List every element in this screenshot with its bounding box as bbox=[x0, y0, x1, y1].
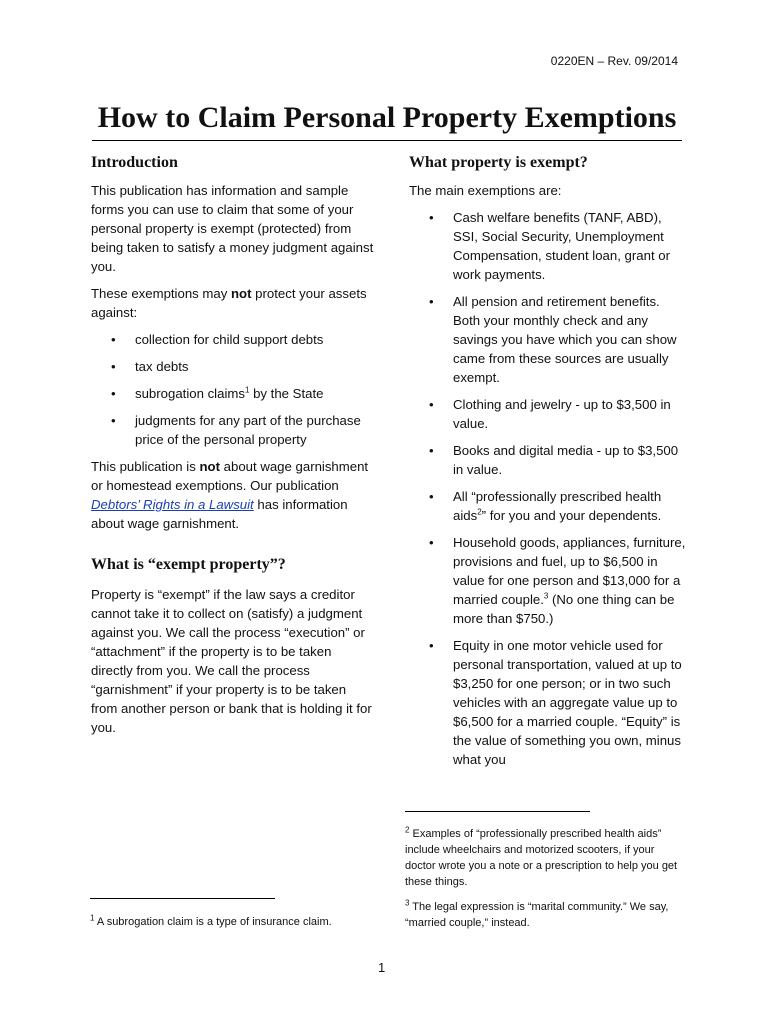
list-item: • Books and digital media - up to $3,500 in value. bbox=[429, 443, 679, 477]
bullet-icon: • bbox=[429, 489, 434, 504]
bullet-icon: • bbox=[429, 210, 434, 225]
bullet-icon: • bbox=[111, 413, 116, 428]
intro-paragraph-3: This publication is not about wage garnishment or homestead exemptions. Our publication Debtors’ Rights in a Lawsuit has information about wage garnishment. bbox=[91, 459, 369, 531]
list-item: • All pension and retirement benefits. Both your monthly check and any savings you have which you can show came from these sources are usually exempt. bbox=[429, 294, 677, 385]
exempt-property-heading: What is “exempt property”? bbox=[91, 556, 286, 573]
bullet-icon: • bbox=[429, 294, 434, 309]
exception-list bbox=[91, 330, 376, 449]
list-item: • Cash welfare benefits (TANF, ABD), SSI, Social Security, Unemployment Compensation, student loan, grant or work payments. bbox=[429, 210, 670, 282]
what-exempt-heading: What property is exempt? bbox=[409, 154, 588, 171]
footnote-rule-right bbox=[405, 811, 590, 812]
page-number: 1 bbox=[378, 960, 386, 975]
footnote-rule-left bbox=[90, 898, 275, 899]
bullet-icon: • bbox=[429, 397, 434, 412]
left-column bbox=[91, 153, 376, 737]
bullet-icon: • bbox=[111, 386, 116, 401]
bullet-icon: • bbox=[111, 332, 116, 347]
list-item: • judgments for any part of the purchase price of the personal property bbox=[111, 413, 361, 447]
document-code: 0220EN – Rev. 09/2014 bbox=[550, 54, 678, 68]
intro-paragraph-1: This publication has information and sample forms you can use to claim that some of your personal property is exempt (protected) from being taken to satisfy a money judgment against you. bbox=[91, 183, 374, 274]
footnote-2: $^2$ Examples of “professionally prescribed health aids” include wheelchairs and motorized scooters, if your doctor wrote you a note or a prescription to help you get these things. bbox=[405, 825, 678, 888]
bullet-icon: • bbox=[111, 359, 116, 374]
intro-paragraph-2: These exemptions may not protect your assets against: bbox=[91, 286, 367, 320]
list-item: • collection for child support debts bbox=[111, 332, 324, 347]
exempt-property-paragraph: Property is “exempt” if the law says a creditor cannot take it to collect on (satisfy) a judgment against you. We call the process “execution” or “attachment” if the property is to be taken directly from you. We call the process “garnishment” if your property is to be taken from another person or bank that is holding it for you. bbox=[91, 587, 372, 735]
list-item: • Clothing and jewelry - up to $3,500 in value. bbox=[429, 397, 671, 431]
debtors-rights-link[interactable]: Debtors’ Rights in a Lawsuit bbox=[91, 497, 254, 512]
introduction-heading: Introduction bbox=[91, 154, 178, 171]
bullet-icon: • bbox=[429, 443, 434, 458]
list-item: • Equity in one motor vehicle used for personal transportation, valued at up to $3,250 for one person; or in two such vehicles with an aggregate value up to $6,500 for a married couple. “Equity” is the value of something you own, minus what you bbox=[429, 638, 682, 767]
list-item: • tax debts bbox=[111, 359, 189, 374]
exemptions-list bbox=[409, 208, 689, 769]
list-item: • All “professionally prescribed health aids$^2$” for you and your dependents. bbox=[429, 489, 662, 523]
list-item: • subrogation claims$^1$ by the State bbox=[111, 385, 324, 401]
bullet-icon: • bbox=[429, 638, 434, 653]
exemptions-lead: The main exemptions are: bbox=[409, 183, 562, 198]
footnote-1: $^1$ A subrogation claim is a type of insurance claim. bbox=[90, 913, 332, 928]
title-underline bbox=[92, 140, 682, 141]
right-column bbox=[409, 153, 689, 769]
footnote-3: $^3$ The legal expression is “marital community.” We say, “married couple,” instead. bbox=[405, 898, 669, 929]
page-title: How to Claim Personal Property Exemptions bbox=[97, 101, 677, 134]
bullet-icon: • bbox=[429, 535, 434, 550]
list-item: • Household goods, appliances, furniture, provisions and fuel, up to $6,500 in value for one person and $13,000 for a married couple.$^3$ (No one thing can be more than $750.) bbox=[429, 535, 686, 626]
